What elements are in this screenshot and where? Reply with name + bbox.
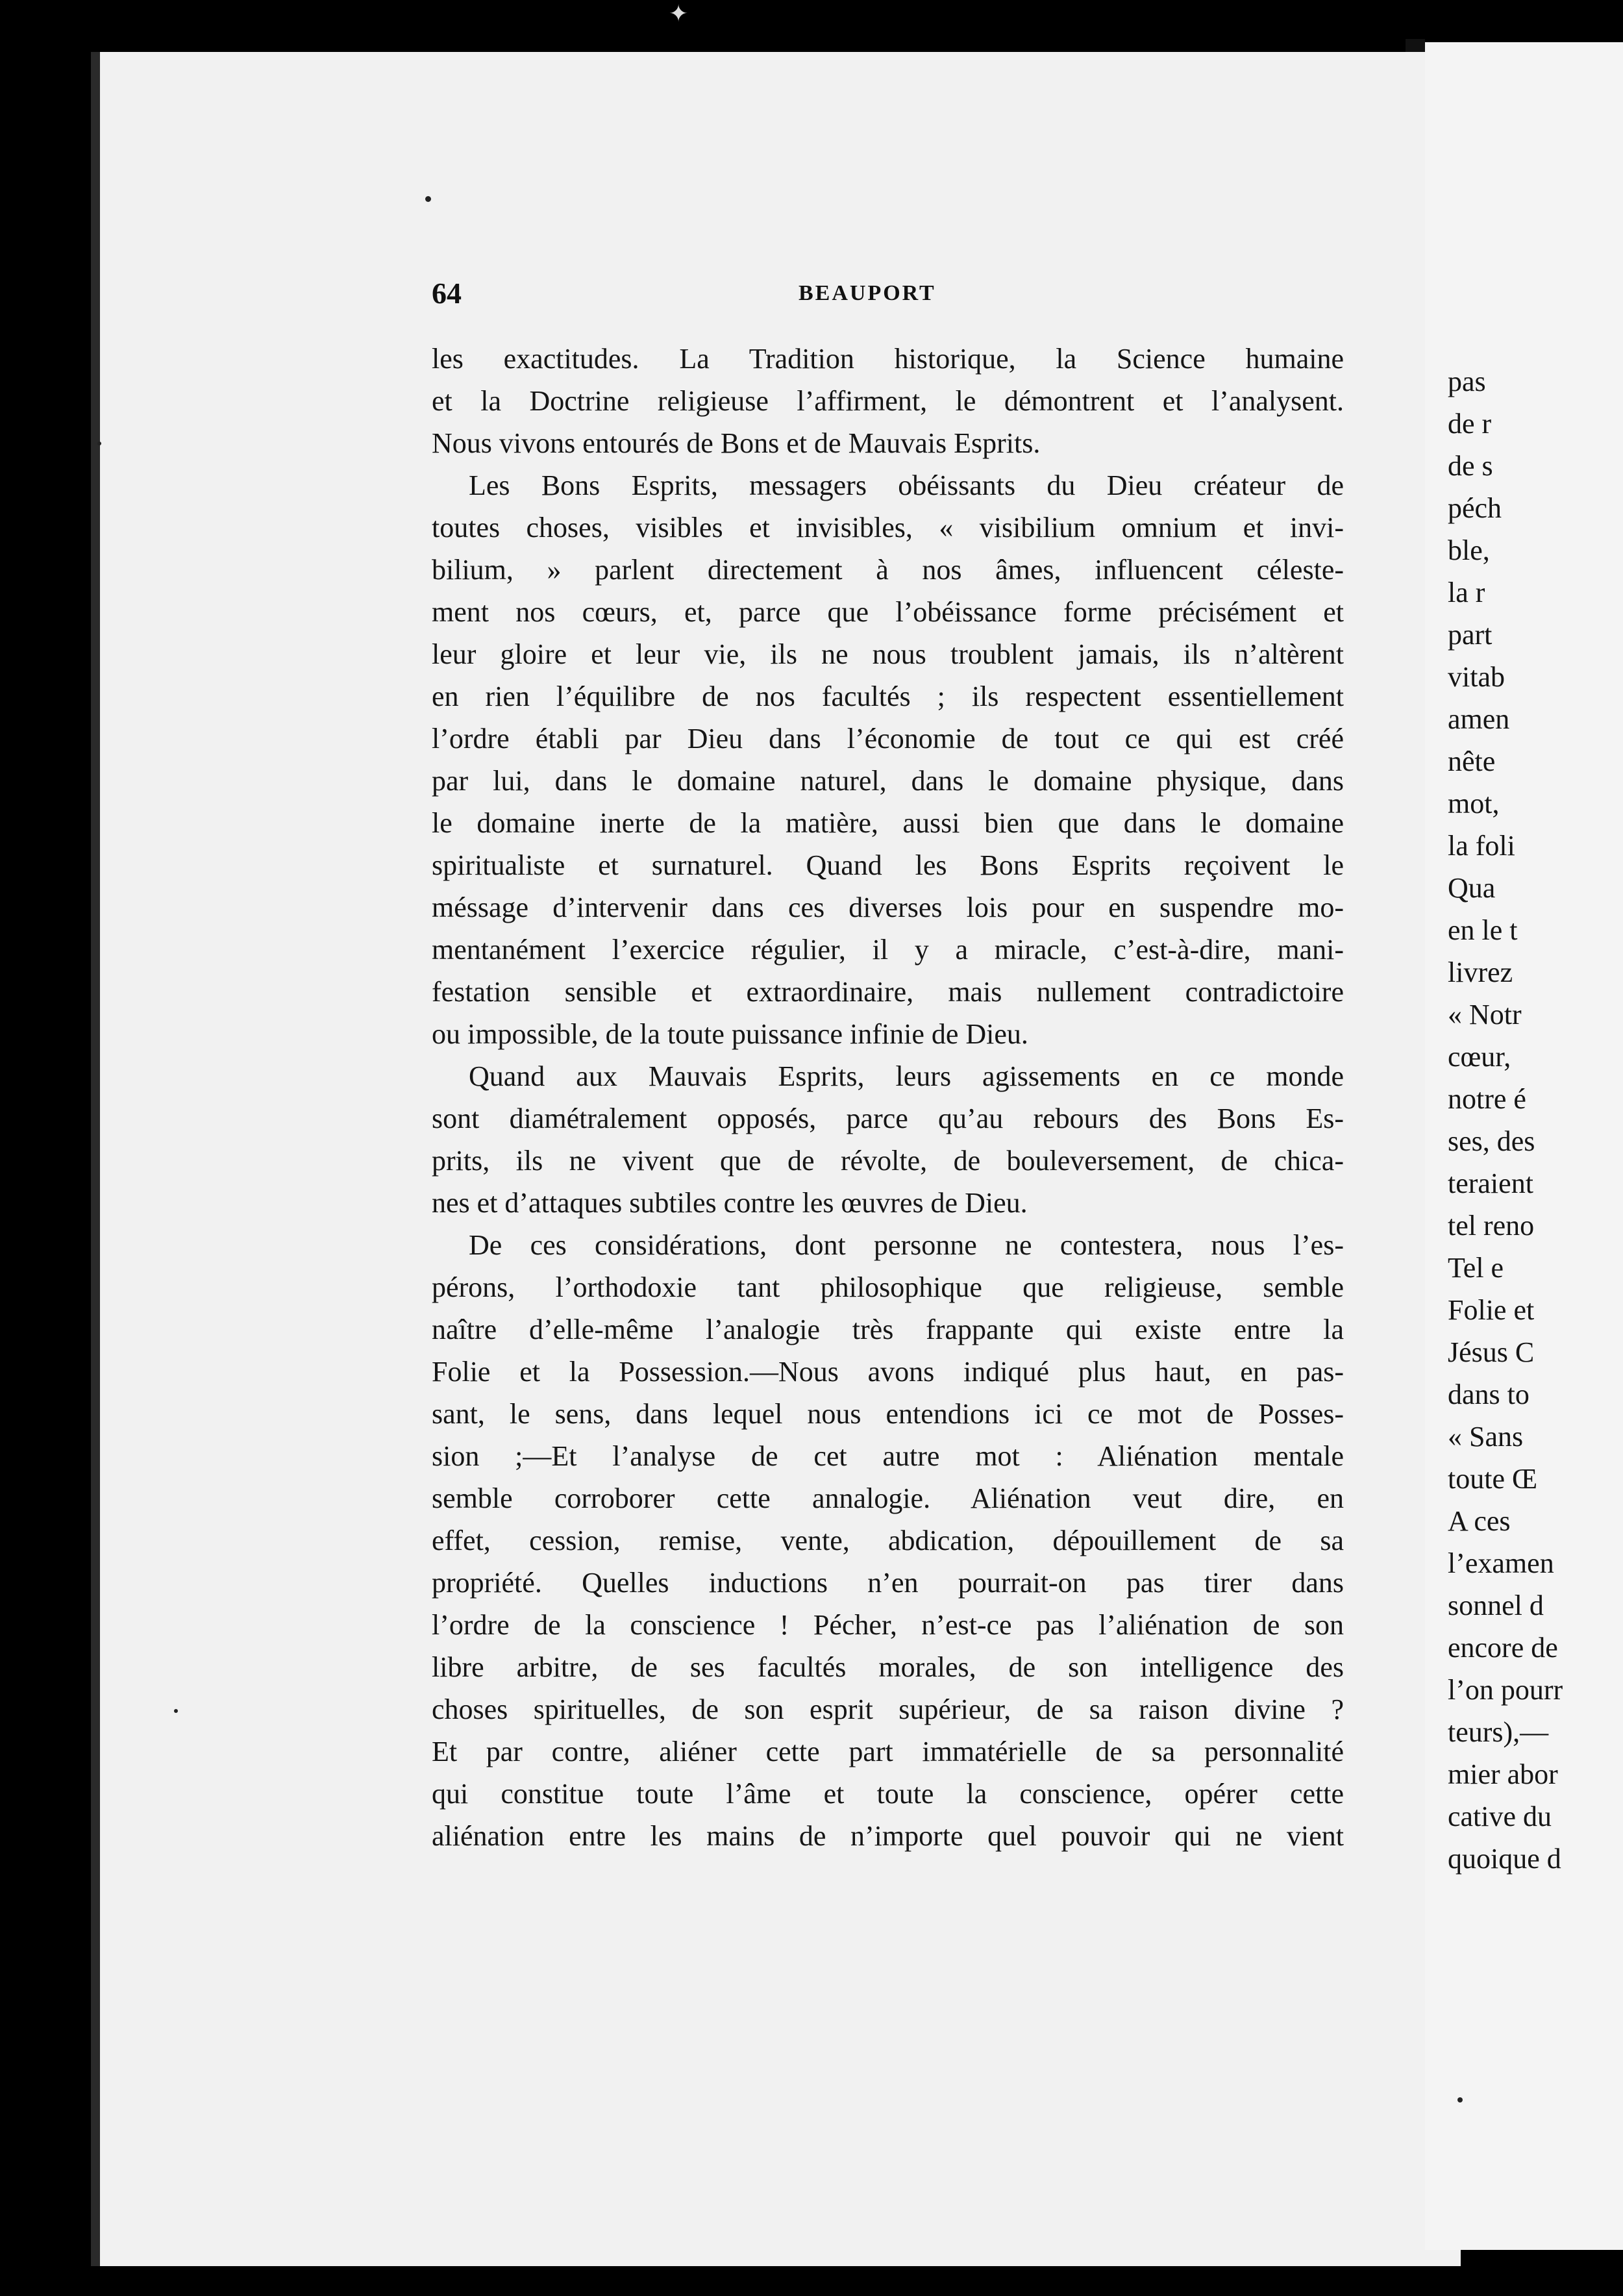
right-page-line: tel reno bbox=[1448, 1210, 1535, 1242]
right-page-line: cative du bbox=[1448, 1801, 1552, 1832]
text-line: aliénation entre les mains de n’importe quel pouvoir qui ne vient bbox=[432, 1820, 1344, 1852]
text-line: effet, cession, remise, vente, abdication, dépouillement de sa bbox=[432, 1525, 1344, 1556]
right-page-line: teraient bbox=[1448, 1167, 1533, 1199]
text-line: l’ordre établi par Dieu dans l’économie de tout ce qui est créé bbox=[432, 723, 1344, 755]
right-page-line: notre é bbox=[1448, 1083, 1526, 1115]
text-line: mentanément l’exercice régulier, il y a miracle, c’est-à-dire, mani- bbox=[432, 934, 1344, 966]
text-line: Les Bons Esprits, messagers obéissants du Dieu créateur de bbox=[469, 469, 1344, 501]
text-line: naître d’elle-même l’analogie très frappante qui existe entre la bbox=[432, 1314, 1344, 1345]
text-line: l’ordre de la conscience ! Pécher, n’est-ce pas l’aliénation de son bbox=[432, 1609, 1344, 1641]
text-line: bilium, » parlent directement à nos âmes, influencent céleste- bbox=[432, 554, 1344, 586]
text-line: Et par contre, aliéner cette part immatérielle de sa personnalité bbox=[432, 1736, 1344, 1767]
right-page-line: l’on pourr bbox=[1448, 1674, 1563, 1706]
text-line: le domaine inerte de la matière, aussi bien que dans le domaine bbox=[432, 807, 1344, 839]
text-line: nes et d’attaques subtiles contre les œuvres de Dieu. bbox=[432, 1187, 1028, 1219]
right-page-line: part bbox=[1448, 619, 1493, 651]
text-line: en rien l’équilibre de nos facultés ; ils respectent essentiellement bbox=[432, 680, 1344, 712]
text-line: méssage d’intervenir dans ces diverses lois pour en suspendre mo- bbox=[432, 892, 1344, 923]
right-page-line: de r bbox=[1448, 408, 1492, 440]
right-page-line: mier abor bbox=[1448, 1758, 1558, 1790]
right-page-line: amen bbox=[1448, 703, 1510, 735]
text-line: libre arbitre, de ses facultés morales, de son intelligence des bbox=[432, 1651, 1344, 1683]
right-page-line: sonnel d bbox=[1448, 1590, 1544, 1621]
page-header bbox=[432, 276, 1347, 315]
right-page-line: Tel e bbox=[1448, 1252, 1504, 1284]
text-line: toutes choses, visibles et invisibles, « visibilium omnium et invi- bbox=[432, 512, 1344, 543]
text-line: prits, ils ne vivent que de révolte, de bouleversement, de chica- bbox=[432, 1145, 1344, 1177]
right-page-line: « Sans bbox=[1448, 1421, 1524, 1453]
right-page-line: dans to bbox=[1448, 1379, 1530, 1410]
text-line: sant, le sens, dans lequel nous entendions ici ce mot de Posses- bbox=[432, 1398, 1344, 1430]
text-line: propriété. Quelles inductions n’en pourrait-on pas tirer dans bbox=[432, 1567, 1344, 1599]
text-line: Quand aux Mauvais Esprits, leurs agissements en ce monde bbox=[469, 1060, 1344, 1092]
right-page-line: péch bbox=[1448, 492, 1502, 524]
right-page-line: toute Œ bbox=[1448, 1463, 1538, 1495]
right-page-line: cœur, bbox=[1448, 1041, 1511, 1073]
right-page-text bbox=[1448, 360, 1623, 1880]
right-page-line: nête bbox=[1448, 745, 1496, 777]
right-page-line: teurs),— bbox=[1448, 1716, 1549, 1748]
right-page-line: l’examen bbox=[1448, 1547, 1554, 1579]
text-line: spiritualiste et surnaturel. Quand les Bons Esprits reçoivent le bbox=[432, 849, 1344, 881]
right-page-line: vitab bbox=[1448, 661, 1505, 693]
speck-1 bbox=[425, 196, 431, 202]
right-page-line: ble, bbox=[1448, 534, 1490, 566]
text-line: leur gloire et leur vie, ils ne nous troublent jamais, ils n’altèrent bbox=[432, 638, 1344, 670]
text-line: par lui, dans le domaine naturel, dans le domaine physique, dans bbox=[432, 765, 1344, 797]
text-line: qui constitue toute l’âme et toute la conscience, opérer cette bbox=[432, 1778, 1344, 1810]
right-page-line: encore de bbox=[1448, 1632, 1558, 1664]
right-page-line: « Notr bbox=[1448, 999, 1522, 1030]
right-page-line: Qua bbox=[1448, 872, 1496, 904]
text-line: choses spirituelles, de son esprit supérieur, de sa raison divine ? bbox=[432, 1693, 1344, 1725]
text-line: festation sensible et extraordinaire, mais nullement contradictoire bbox=[432, 976, 1344, 1008]
right-page-line: la r bbox=[1448, 577, 1485, 608]
right-page-line: pas bbox=[1448, 366, 1486, 397]
right-page-line: en le t bbox=[1448, 914, 1518, 946]
right-page-line: quoique d bbox=[1448, 1843, 1561, 1875]
page-number: 64 bbox=[432, 277, 462, 310]
binding-mark: ✦ bbox=[669, 1, 689, 27]
right-page-line: de s bbox=[1448, 450, 1493, 482]
right-page-line: ses, des bbox=[1448, 1125, 1535, 1157]
text-line: semble corroborer cette annalogie. Aliénation veut dire, en bbox=[432, 1482, 1344, 1514]
right-page-line: Folie et bbox=[1448, 1294, 1535, 1326]
right-page-line: mot, bbox=[1448, 788, 1500, 819]
speck-4 bbox=[1457, 2097, 1463, 2103]
speck-3 bbox=[174, 1709, 178, 1713]
text-line: Folie et la Possession.—Nous avons indiqué plus haut, en pas- bbox=[432, 1356, 1344, 1388]
text-line: sion ;—Et l’analyse de cet autre mot : Aliénation mentale bbox=[432, 1440, 1344, 1472]
right-page-line: la foli bbox=[1448, 830, 1515, 862]
text-line: pérons, l’orthodoxie tant philosophique que religieuse, semble bbox=[432, 1271, 1344, 1303]
right-page-line: Jésus C bbox=[1448, 1336, 1535, 1368]
text-line: ou impossible, de la toute puissance infinie de Dieu. bbox=[432, 1018, 1028, 1050]
text-line: ment nos cœurs, et, parce que l’obéissance forme précisément et bbox=[432, 596, 1344, 628]
right-page-line: livrez bbox=[1448, 956, 1513, 988]
text-line: les exactitudes. La Tradition historique, la Science humaine bbox=[432, 343, 1344, 375]
running-head: BEAUPORT bbox=[799, 281, 936, 305]
body-text bbox=[432, 338, 1344, 1857]
text-line: De ces considérations, dont personne ne contestera, nous l’es- bbox=[469, 1229, 1344, 1261]
text-line: et la Doctrine religieuse l’affirment, le démontrent et l’analysent. bbox=[432, 385, 1344, 417]
speck-2 bbox=[97, 442, 101, 445]
right-page-line: A ces bbox=[1448, 1505, 1511, 1537]
text-line: sont diamétralement opposés, parce qu’au rebours des Bons Es- bbox=[432, 1103, 1344, 1134]
text-line: Nous vivons entourés de Bons et de Mauvais Esprits. bbox=[432, 427, 1041, 459]
